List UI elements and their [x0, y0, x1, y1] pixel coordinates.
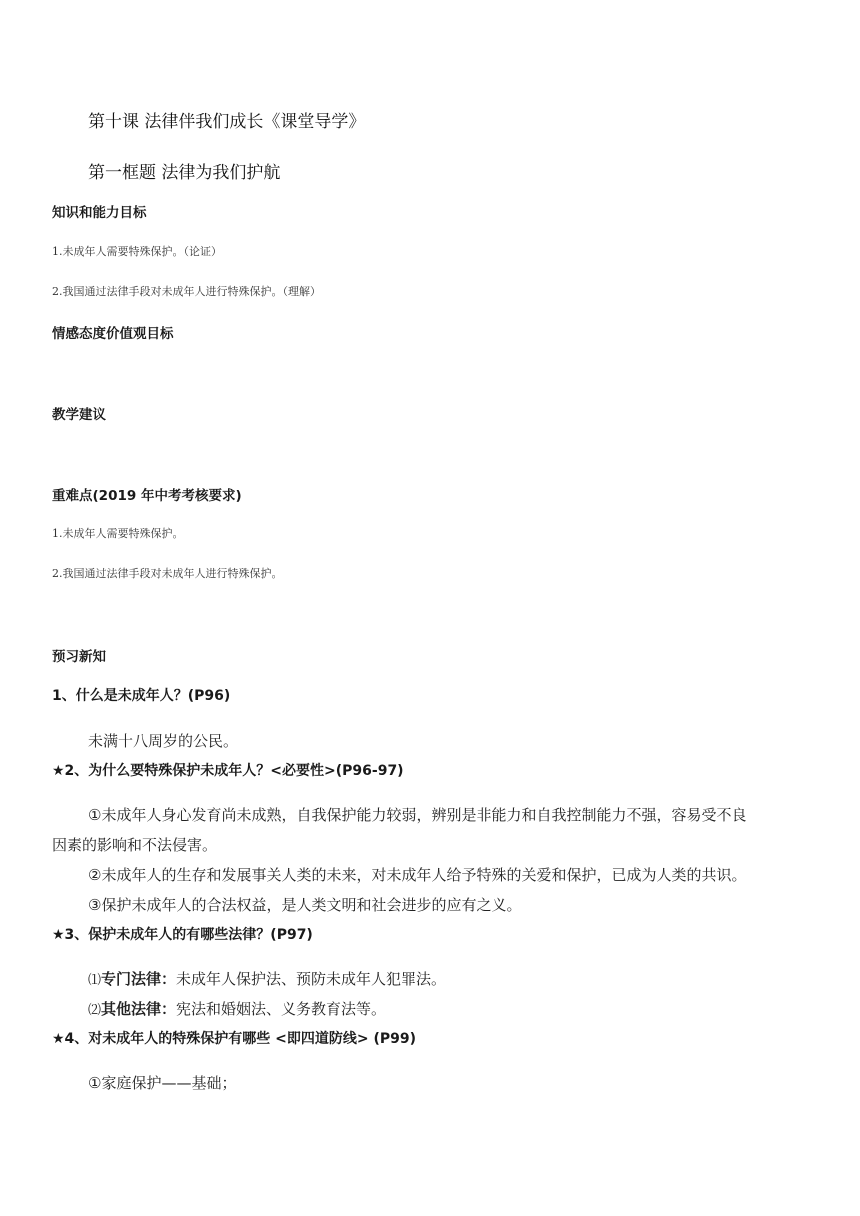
emotion-goals-heading: 情感态度价值观目标	[52, 326, 174, 342]
answer-3-item-2	[88, 998, 386, 1019]
question-3: ★3、保护未成年人的有哪些法律？(P97)	[52, 927, 313, 943]
knowledge-goal-item: 2.我国通过法律手段对未成年人进行特殊保护。（理解）	[52, 285, 321, 298]
key-points-heading: 重难点(2019 年中考考核要求)	[52, 488, 242, 504]
lesson-title: 第十课 法律伴我们成长《课堂导学》	[88, 112, 366, 132]
item-label: 其他法律：	[101, 1000, 177, 1018]
key-point-item: 1.未成年人需要特殊保护。	[52, 527, 184, 540]
knowledge-goals-heading: 知识和能力目标	[52, 205, 147, 221]
item-label: 专门法律：	[101, 970, 177, 988]
lesson-subtitle: 第一框题 法律为我们护航	[88, 163, 281, 183]
answer-1: 未满十八周岁的公民。	[88, 732, 239, 750]
preview-heading: 预习新知	[52, 649, 106, 665]
item-text: 未成年人保护法、预防未成年人犯罪法。	[176, 970, 447, 988]
item-number: ⑴	[88, 973, 102, 988]
question-2: ★2、为什么要特殊保护未成年人？<必要性>(P96-97)	[52, 763, 404, 779]
question-1: 1、什么是未成年人？(P96)	[52, 688, 231, 704]
item-number: ⑵	[88, 1003, 102, 1018]
knowledge-goal-item: 1.未成年人需要特殊保护。（论证）	[52, 245, 222, 258]
answer-2-point-3: ③保护未成年人的合法权益，是人类文明和社会进步的应有之义。	[88, 896, 522, 914]
teaching-advice-heading: 教学建议	[52, 407, 106, 423]
answer-2-point-1-cont: 因素的影响和不法侵害。	[52, 836, 218, 854]
question-4: ★4、对未成年人的特殊保护有哪些 <即四道防线> (P99)	[52, 1031, 417, 1047]
answer-3-item-1	[88, 968, 446, 989]
answer-2-point-1: ①未成年人身心发育尚未成熟，自我保护能力较弱，辨别是非能力和自我控制能力不强，容易受不良	[88, 806, 747, 824]
answer-4-point-1: ①家庭保护——基础；	[88, 1074, 237, 1092]
key-point-item: 2.我国通过法律手段对未成年人进行特殊保护。	[52, 567, 283, 580]
item-text: 宪法和婚姻法、义务教育法等。	[176, 1000, 387, 1018]
answer-2-point-2: ②未成年人的生存和发展事关人类的未来，对未成年人给予特殊的关爱和保护，已成为人类的共识。	[88, 866, 747, 884]
